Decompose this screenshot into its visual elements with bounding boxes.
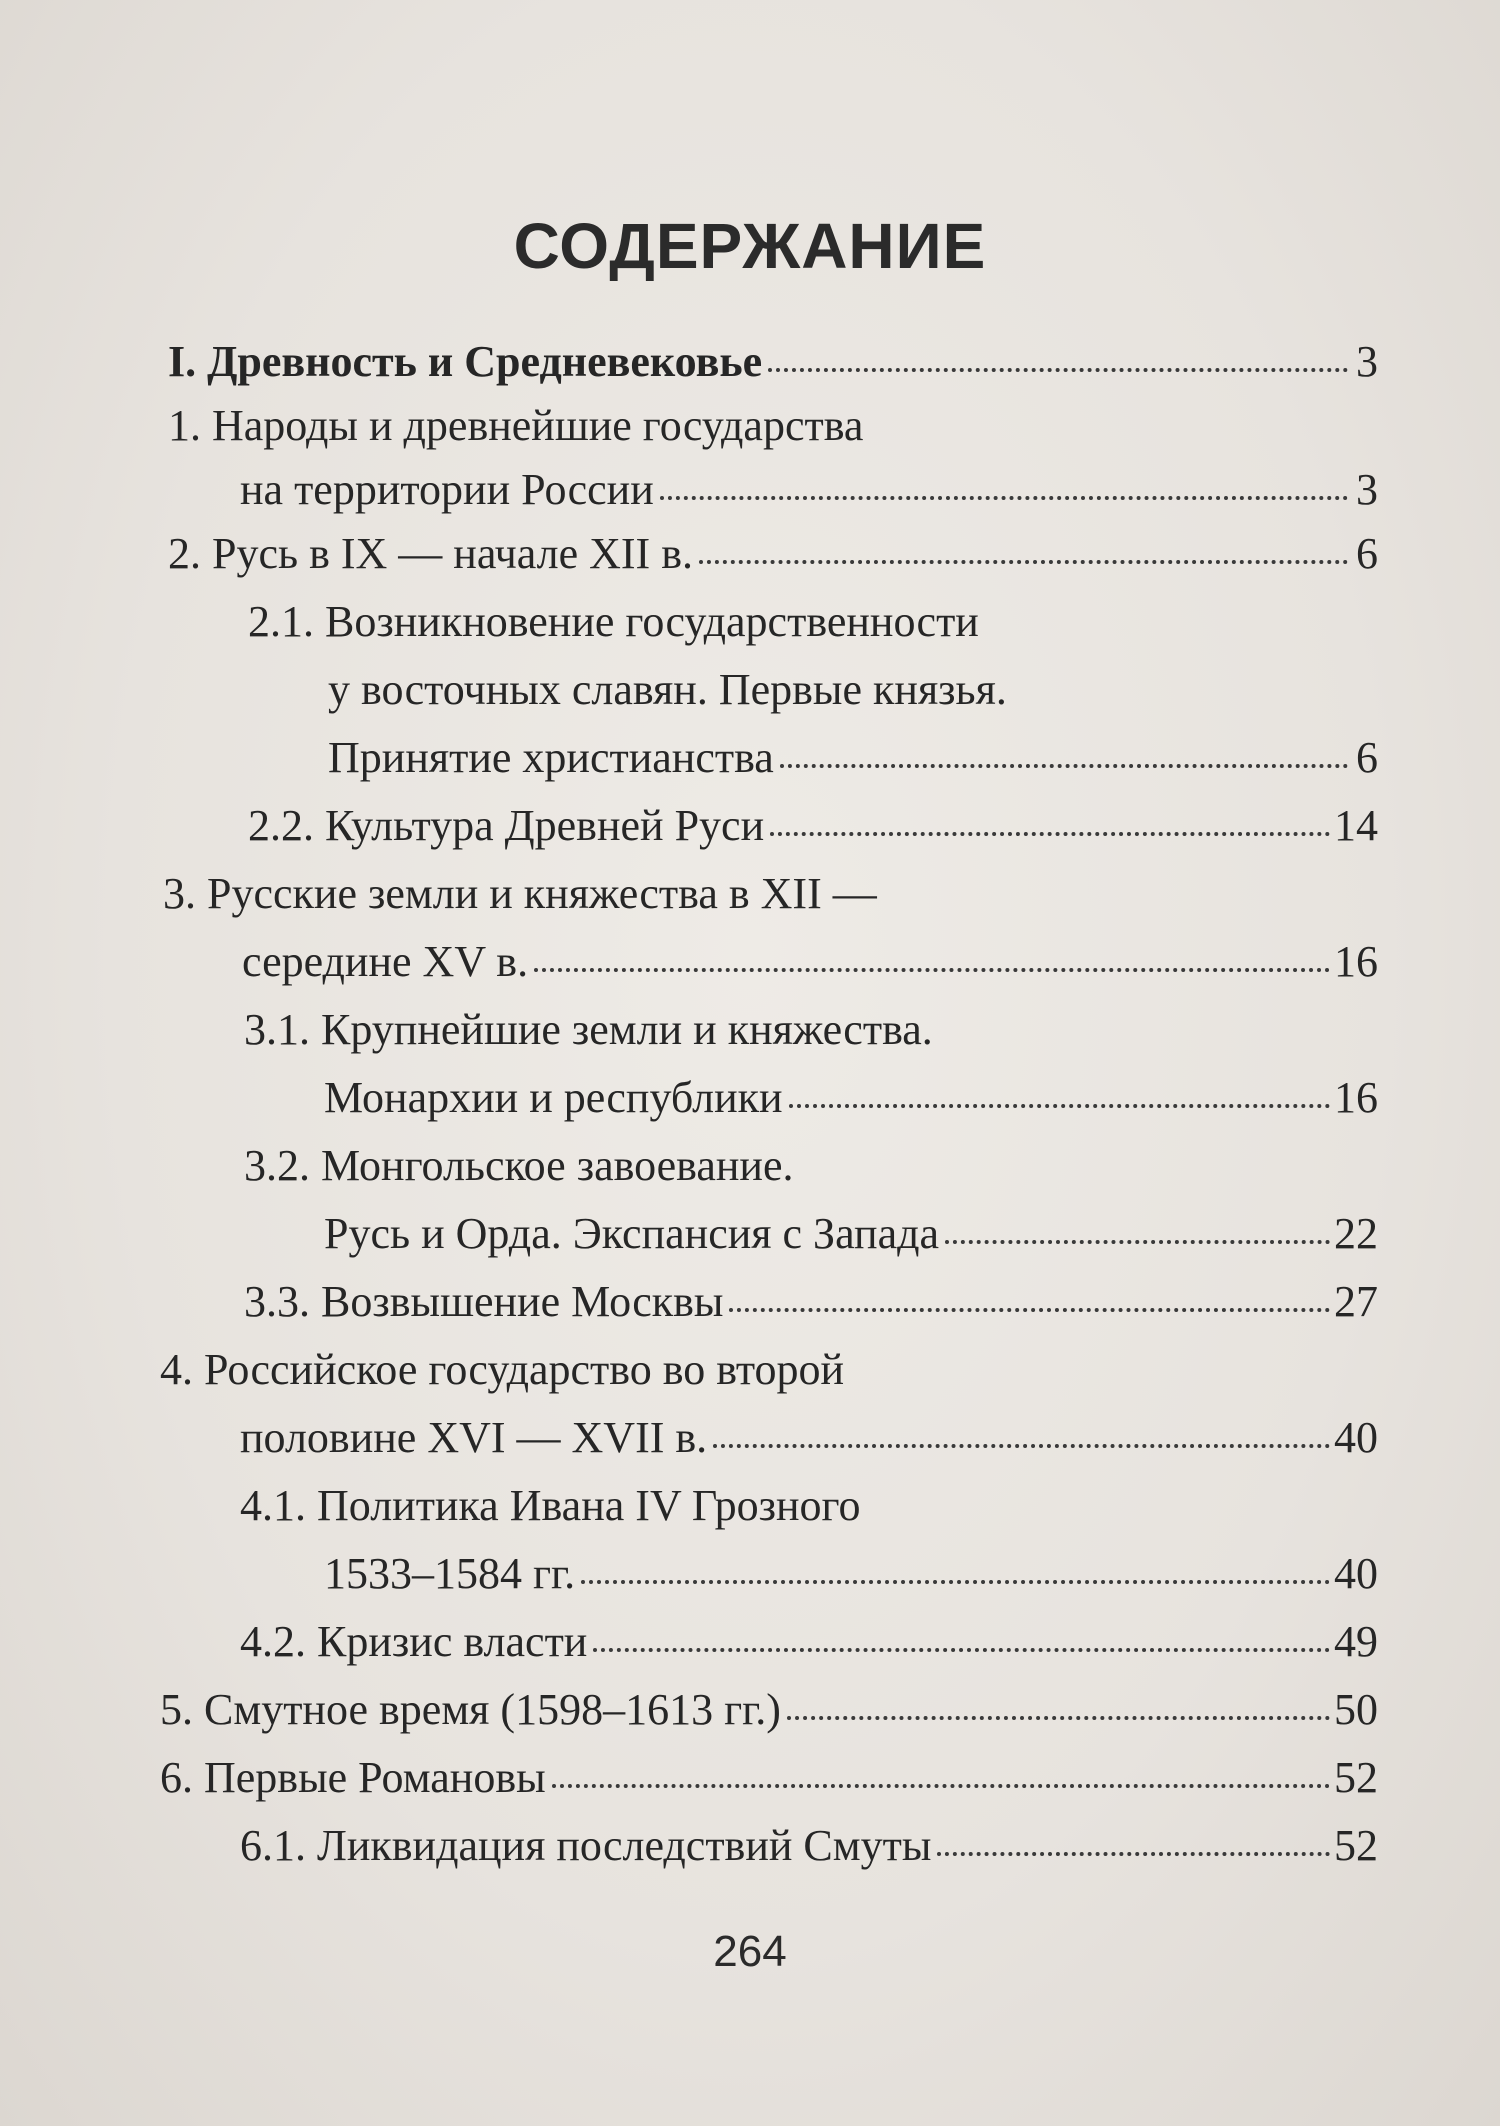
toc-entry-title: 2.1. Возникновение государственности — [248, 597, 979, 646]
toc-entry-title: 4.1. Политика Ивана IV Грозного — [240, 1481, 861, 1530]
toc-page-number: 49 — [1334, 1617, 1378, 1666]
dot-leader — [581, 1580, 1330, 1584]
toc-entry[interactable] — [160, 1746, 1378, 1810]
toc-entry-title-cont: середине XV в. — [242, 937, 529, 986]
toc-entry[interactable] — [242, 930, 1378, 994]
toc-page-number: 50 — [1334, 1685, 1378, 1734]
toc-entry[interactable] — [244, 1270, 1378, 1334]
dot-leader — [729, 1308, 1330, 1312]
dot-leader — [768, 368, 1348, 372]
toc-page-number: 3 — [1356, 465, 1378, 514]
toc-entry-title: 1. Народы и древнейшие государства — [168, 401, 864, 450]
toc-entry-title: 6.1. Ликвидация последствий Смуты — [240, 1821, 932, 1870]
toc-entry-title-cont: половине XVI — XVII в. — [240, 1413, 708, 1462]
dot-leader — [593, 1648, 1330, 1652]
toc-entry-title: 4.2. Кризис власти — [240, 1617, 588, 1666]
toc-entry-title-cont: 1533–1584 гг. — [324, 1549, 576, 1598]
toc-entry[interactable] — [168, 330, 1378, 394]
toc-entry[interactable] — [328, 726, 1378, 790]
dot-leader — [660, 496, 1348, 500]
dot-leader — [789, 1104, 1330, 1108]
toc-entry-title: 6. Первые Романовы — [160, 1753, 546, 1802]
toc-entry-title: 3.3. Возвышение Москвы — [244, 1277, 724, 1326]
toc-entry-title: 3.1. Крупнейшие земли и княжества. — [244, 1005, 933, 1054]
toc-entry[interactable] — [324, 1202, 1378, 1266]
toc-entry-title: 2.2. Культура Древней Руси — [248, 801, 765, 850]
dot-leader — [937, 1852, 1330, 1856]
toc-page-number: 52 — [1334, 1753, 1378, 1802]
toc-page-number: 22 — [1334, 1209, 1378, 1258]
toc-page-number: 6 — [1356, 529, 1378, 578]
toc-page-number: 3 — [1356, 337, 1378, 386]
dot-leader — [780, 764, 1348, 768]
toc-page-number: 40 — [1334, 1549, 1378, 1598]
toc-entry-title-cont: Русь и Орда. Экспансия с Запада — [324, 1209, 940, 1258]
dot-leader — [552, 1784, 1330, 1788]
toc-entry[interactable] — [248, 794, 1378, 858]
toc-page-number: 52 — [1334, 1821, 1378, 1870]
toc-entry[interactable] — [240, 1610, 1378, 1674]
page-number: 264 — [713, 1927, 787, 1976]
toc-entry[interactable] — [324, 1066, 1378, 1130]
toc-entry-title-cont: Принятие христианства — [328, 733, 774, 782]
page-title: СОДЕРЖАНИЕ — [513, 210, 987, 282]
toc-entry-title: 3. Русские земли и княжества в XII — — [163, 869, 877, 918]
toc-entry-title-cont: на территории России — [240, 465, 654, 514]
toc-entry[interactable] — [240, 1406, 1378, 1470]
toc-page-number: 6 — [1356, 733, 1378, 782]
dot-leader — [787, 1716, 1330, 1720]
dot-leader — [534, 968, 1330, 972]
dot-leader — [713, 1444, 1330, 1448]
toc-entry-title: 2. Русь в IX — начале XII в. — [168, 529, 693, 578]
toc-page-number: 16 — [1334, 937, 1378, 986]
toc-page-number: 16 — [1334, 1073, 1378, 1122]
toc-entry[interactable] — [168, 522, 1378, 586]
toc-entry-title: I. Древность и Средневековье — [168, 337, 763, 386]
toc-entry-title-cont: у восточных славян. Первые князья. — [328, 665, 1007, 714]
toc-entry[interactable] — [240, 1814, 1378, 1878]
toc-entry-title: 4. Российское государство во второй — [160, 1345, 845, 1394]
toc-entry-title-cont: Монархии и республики — [324, 1073, 783, 1122]
dot-leader — [699, 560, 1348, 564]
dot-leader — [945, 1240, 1330, 1244]
toc-entry[interactable] — [160, 1678, 1378, 1742]
toc-page-number: 27 — [1334, 1277, 1378, 1326]
toc-page-number: 14 — [1334, 801, 1378, 850]
toc-page-number: 40 — [1334, 1413, 1378, 1462]
toc-entry[interactable] — [324, 1542, 1378, 1606]
toc-entry[interactable] — [240, 458, 1378, 522]
toc-entry-title: 5. Смутное время (1598–1613 гг.) — [160, 1685, 781, 1734]
dot-leader — [770, 832, 1330, 836]
toc-entry-title: 3.2. Монгольское завоевание. — [244, 1141, 794, 1190]
